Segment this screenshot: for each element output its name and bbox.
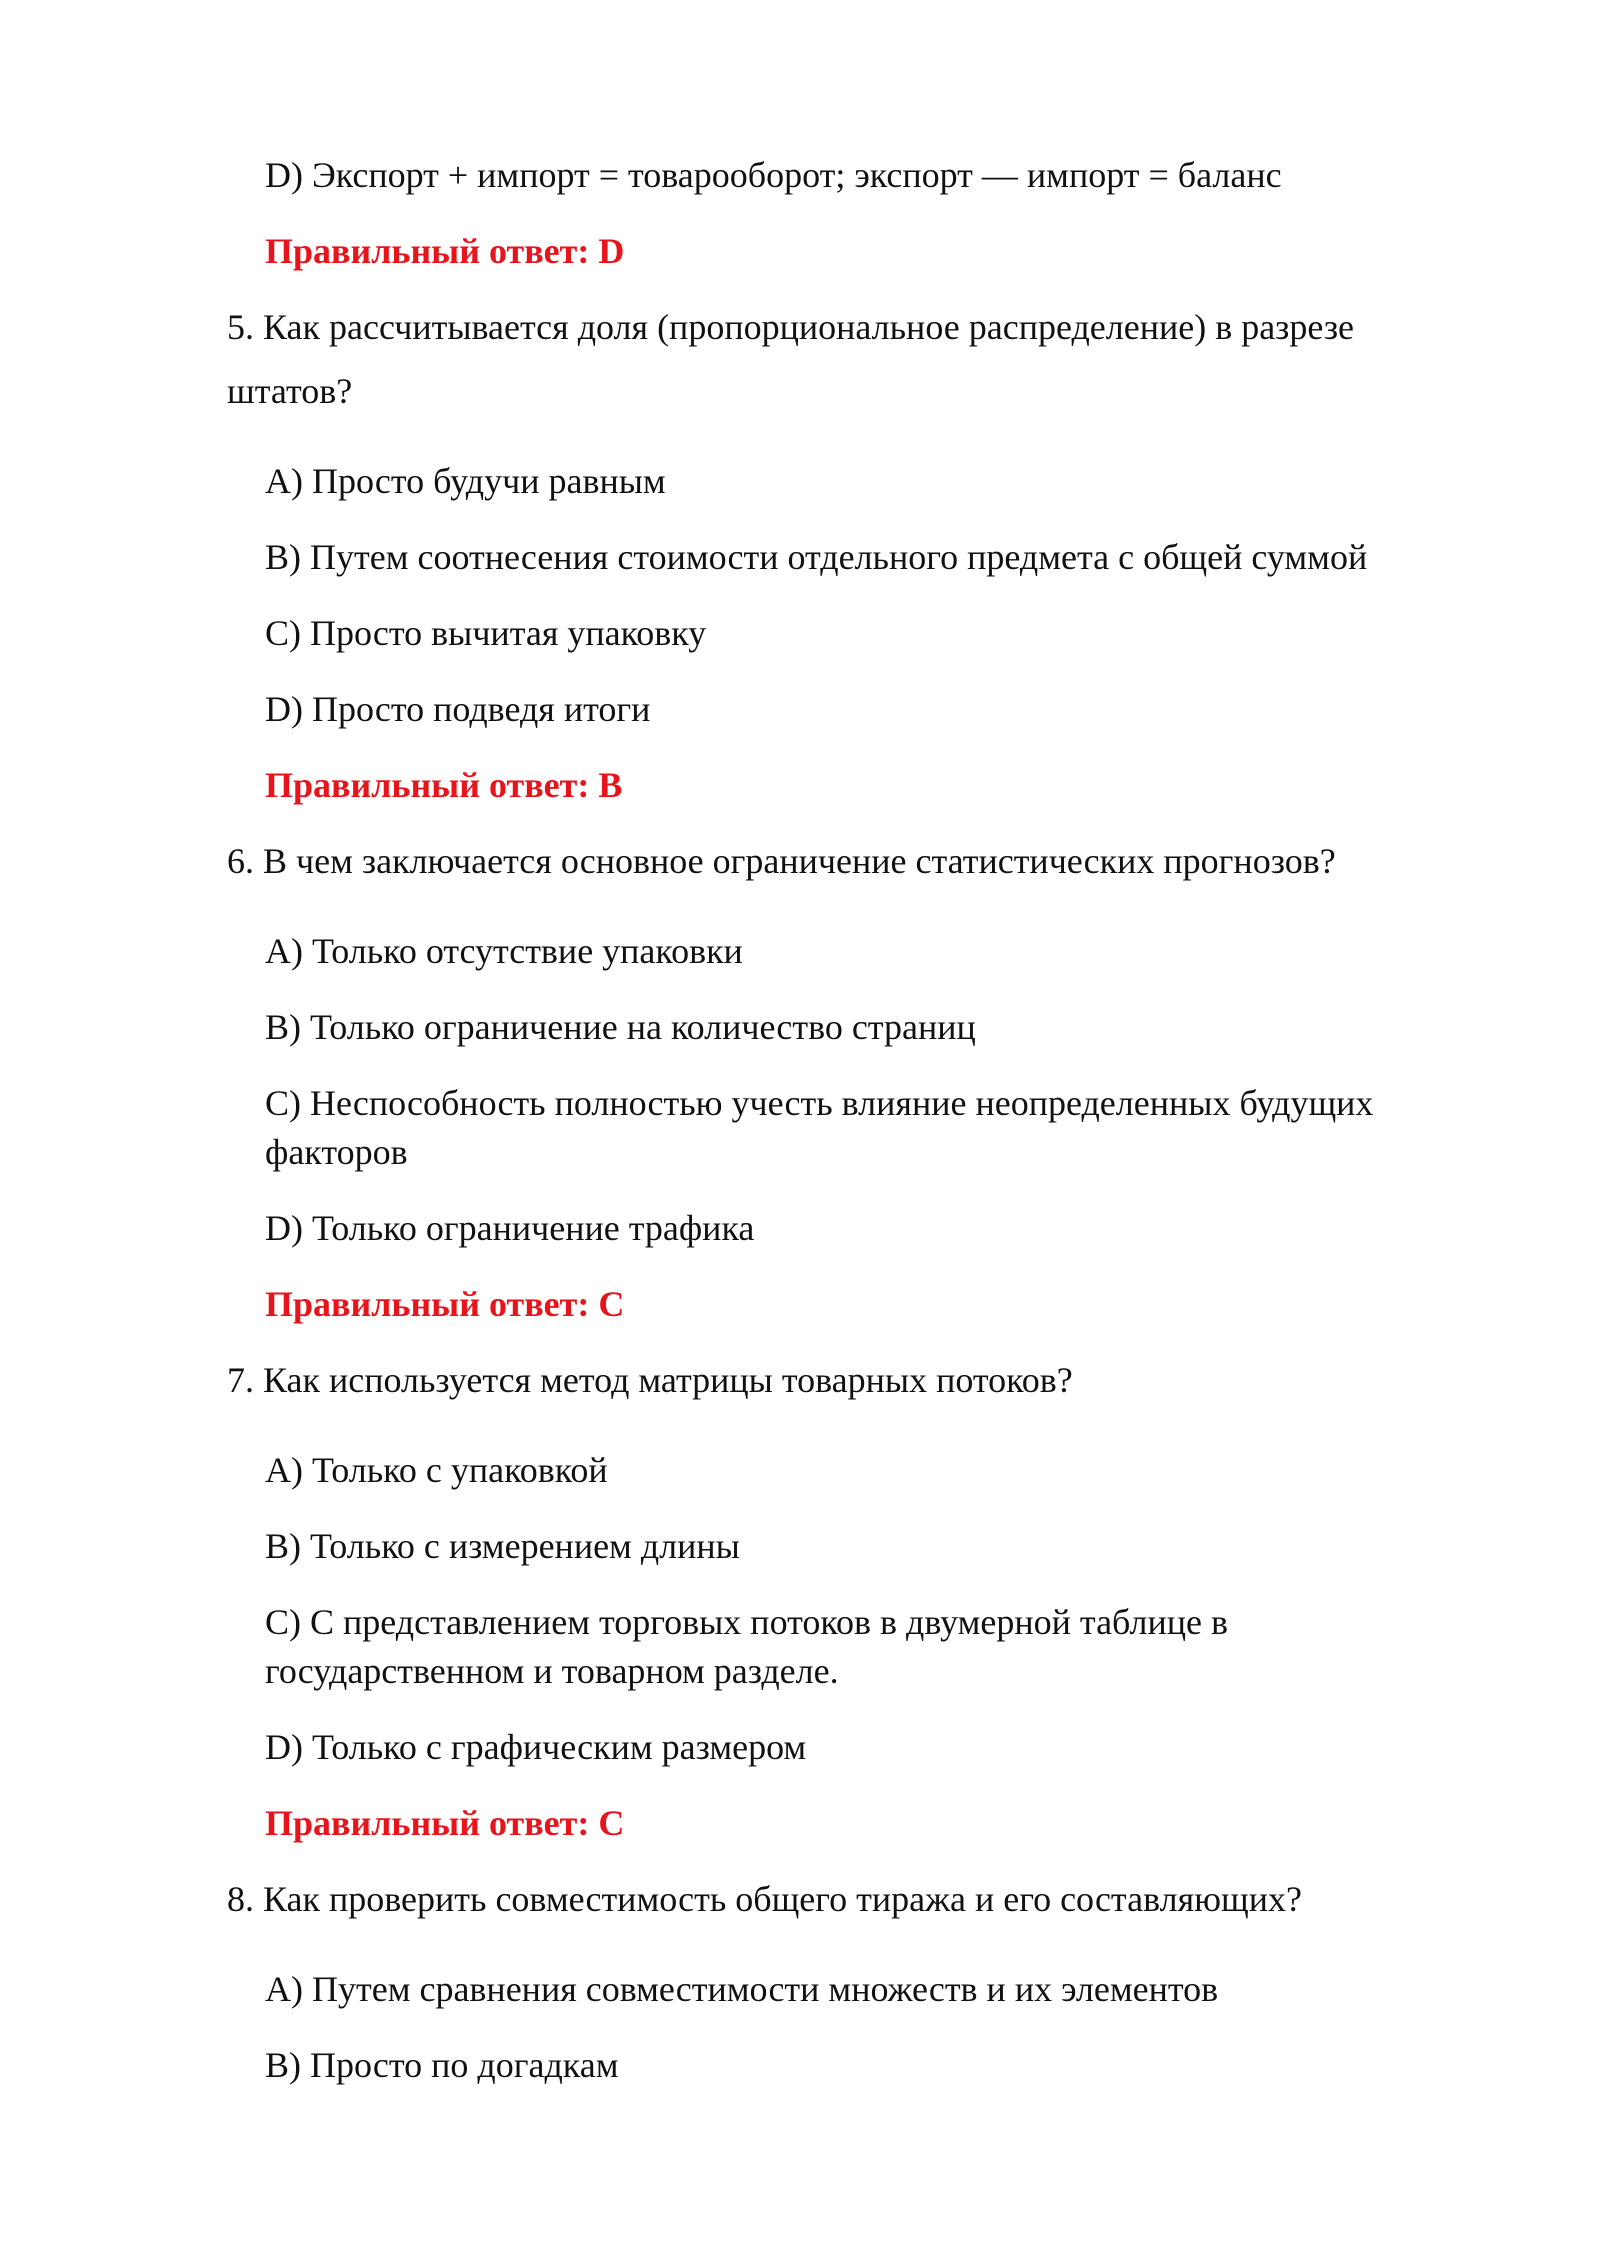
question-6: 6. В чем заключается основное ограничение статистических прогнозов? (227, 841, 1336, 881)
option-b-q7: B) Только с измерением длины (265, 1526, 740, 1566)
option-d-q5: D) Просто подведя итоги (265, 689, 651, 729)
option-c-q5: C) Просто вычитая упаковку (265, 613, 707, 653)
question-7: 7. Как используется метод матрицы товарных потоков? (227, 1360, 1073, 1400)
correct-answer-q4: Правильный ответ: D (265, 231, 625, 271)
option-a-q7: A) Только с упаковкой (265, 1450, 608, 1490)
correct-answer-q6: Правильный ответ: C (265, 1284, 625, 1324)
option-b-q8: B) Просто по догадкам (265, 2045, 619, 2085)
option-b-q5: B) Путем соотнесения стоимости отдельного предмета с общей суммой (265, 537, 1368, 577)
question-5-cont: штатов? (227, 371, 353, 411)
option-d-q4: D) Экспорт + импорт = товарооборот; экспорт — импорт = баланс (265, 155, 1282, 195)
option-a-q5: A) Просто будучи равным (265, 461, 666, 501)
correct-answer-q7: Правильный ответ: C (265, 1803, 625, 1843)
option-d-q7: D) Только с графическим размером (265, 1727, 807, 1767)
option-d-q6: D) Только ограничение трафика (265, 1208, 755, 1248)
option-c-q6: C) Неспособность полностью учесть влияние неопределенных будущих (265, 1083, 1374, 1123)
option-c-q7-cont: государственном и товарном разделе. (265, 1651, 839, 1691)
option-a-q6: A) Только отсутствие упаковки (265, 931, 743, 971)
question-8: 8. Как проверить совместимость общего тиража и его составляющих? (227, 1879, 1302, 1919)
option-b-q6: B) Только ограничение на количество страниц (265, 1007, 976, 1047)
option-c-q7: C) С представлением торговых потоков в двумерной таблице в (265, 1602, 1228, 1642)
question-5: 5. Как рассчитывается доля (пропорциональное распределение) в разрезе (227, 307, 1355, 347)
correct-answer-q5: Правильный ответ: B (265, 765, 623, 805)
option-c-q6-cont: факторов (265, 1132, 408, 1172)
option-a-q8: A) Путем сравнения совместимости множеств и их элементов (265, 1969, 1219, 2009)
